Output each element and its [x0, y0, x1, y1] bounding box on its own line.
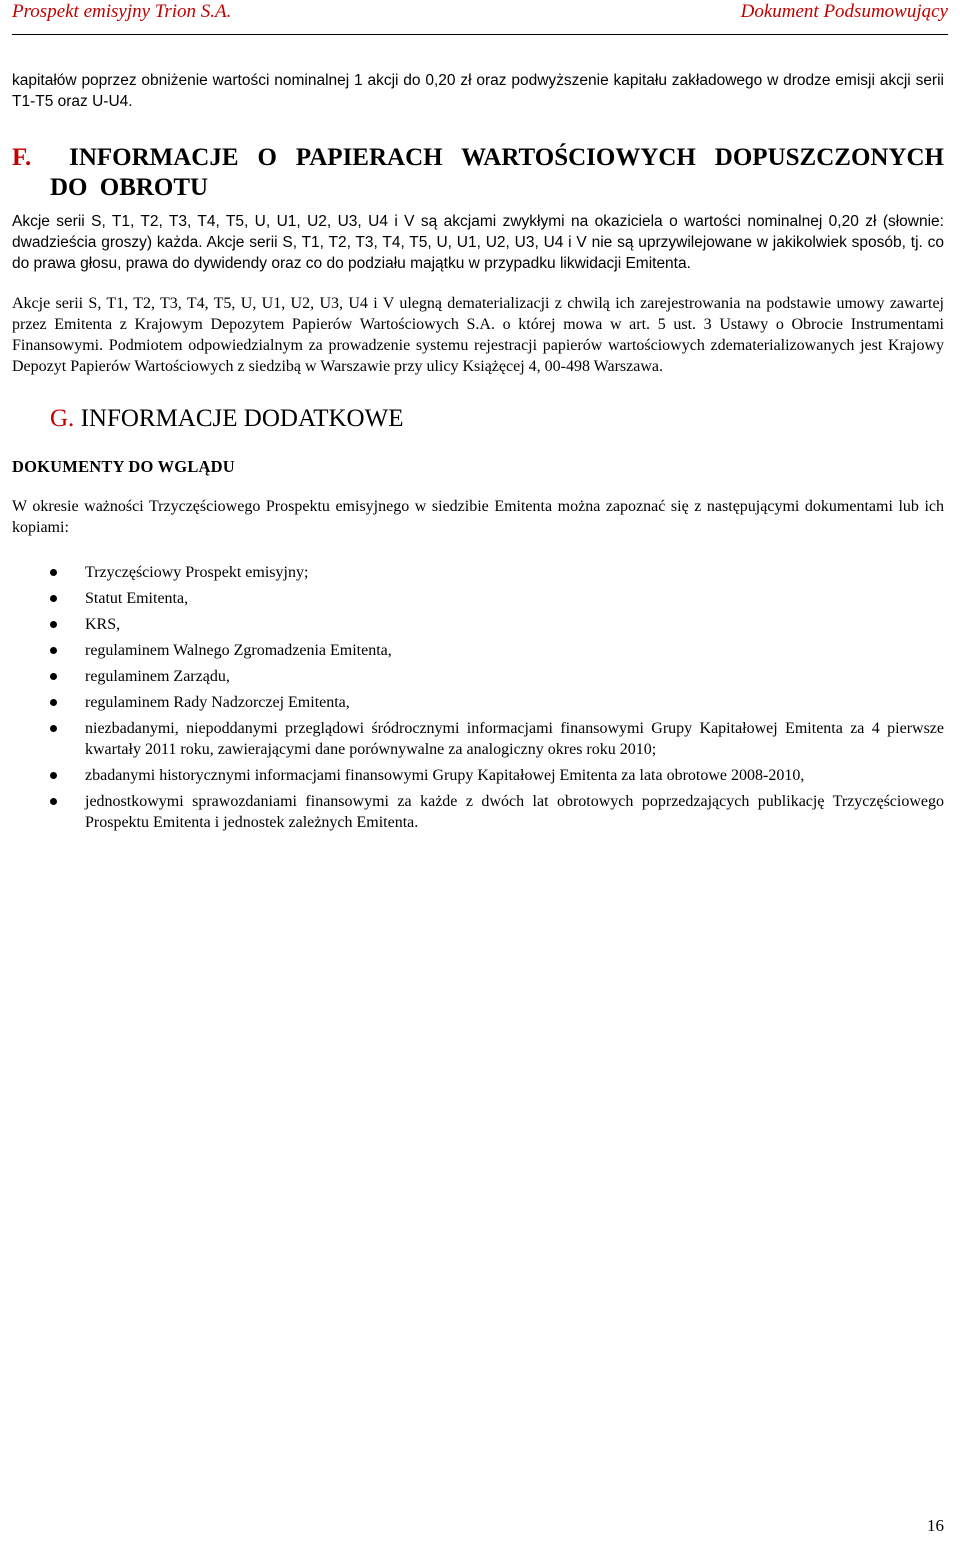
page-content: [12, 70, 944, 838]
list-item: regulaminem Rady Nadzorczej Emitenta,: [12, 692, 944, 713]
bullet-icon: [50, 647, 57, 654]
list-item: Trzyczęściowy Prospekt emisyjny;: [12, 562, 944, 583]
intro-paragraph: kapitałów poprzez obniżenie wartości nominalnej 1 akcji do 0,20 zł oraz podwyższenie kapitału zakładowego w drodze emisji akcji serii T1-T5 oraz U-U4.: [12, 72, 944, 110]
section-f-paragraph-2: Akcje serii S, T1, T2, T3, T4, T5, U, U1, U2, U3, U4 i V ulegną dematerializacji z chwilą ich zarejestrowania na podstawie umowy zawartej przez Emitenta z Krajowym Depozytem Papierów Wartościowych S.A. o której mowa w art. 5 ust. 3 Ustawy o Obrocie Instrumentami Finansowymi. Podmiotem odpowiedzialnym za prowadzenie systemu rejestracji papierów wartościowych zdematerializowanych jest Krajowy Depozyt Papierów Wartościowych z siedzibą w Warszawie przy ulicy Książęcej 4, 00-498 Warszawa.: [12, 295, 944, 375]
bullet-icon: [50, 621, 57, 628]
bullet-icon: [50, 595, 57, 602]
section-g-heading: [12, 404, 944, 434]
bullet-icon: [50, 569, 57, 576]
documents-intro: W okresie ważności Trzyczęściowego Prospektu emisyjnego w siedzibie Emitenta można zapoznać się z następującymi dokumentami lub ich kopiami:: [12, 498, 944, 536]
documents-list: [12, 562, 944, 833]
bullet-icon: [50, 673, 57, 680]
documents-subheading: DOKUMENTY DO WGLĄDU: [12, 457, 235, 476]
bullet-icon: [50, 699, 57, 706]
document-section-title: Dokument Podsumowujący: [740, 1, 948, 22]
list-item: KRS,: [12, 614, 944, 635]
section-g-letter: G.: [50, 405, 75, 432]
section-g-title: INFORMACJE DODATKOWE: [80, 405, 404, 432]
section-f-paragraph-1: Akcje serii S, T1, T2, T3, T4, T5, U, U1, U2, U3, U4 i V są akcjami zwykłymi na okaziciela o wartości nominalnej 0,20 zł (słownie: dwadzieścia groszy) każda. Akcje serii S, T1, T2, T3, T4, T5, U, U1, U2, U3, U4 i V nie są uprzywilejowane w jakikolwiek sposób, tj. co do prawa głosu, prawa do dywidendy oraz co do podziału majątku w przypadku likwidacji Emitenta.: [12, 213, 944, 272]
page-header: [12, 0, 948, 35]
bullet-icon: [50, 798, 57, 805]
section-f-letter: F.: [12, 144, 32, 171]
bullet-icon: [50, 772, 57, 779]
list-item: zbadanymi historycznymi informacjami finansowymi Grupy Kapitałowej Emitenta za lata obrotowe 2008-2010,: [12, 765, 944, 786]
list-item: Statut Emitenta,: [12, 588, 944, 609]
section-f-title: INFORMACJE O PAPIERACH WARTOŚCIOWYCH DOPUSZCZONYCH DO OBROTU: [50, 144, 944, 201]
list-item: regulaminem Zarządu,: [12, 666, 944, 687]
bullet-icon: [50, 725, 57, 732]
list-item: jednostkowymi sprawozdaniami finansowymi za każde z dwóch lat obrotowych poprzedzających publikację Trzyczęściowego Prospektu Emitenta i jednostek zależnych Emitenta.: [12, 791, 944, 833]
list-item: niezbadanymi, niepoddanymi przeglądowi śródrocznymi informacjami finansowymi Grupy Kapitałowej Emitenta za 4 pierwsze kwartały 2011 roku, zawierającymi dane porównywalne za analogiczny okres roku 2010;: [12, 718, 944, 760]
list-item: regulaminem Walnego Zgromadzenia Emitenta,: [12, 640, 944, 661]
document-title: Prospekt emisyjny Trion S.A.: [12, 1, 232, 22]
section-f-heading: [12, 143, 944, 203]
page-number: 16: [927, 1516, 944, 1535]
